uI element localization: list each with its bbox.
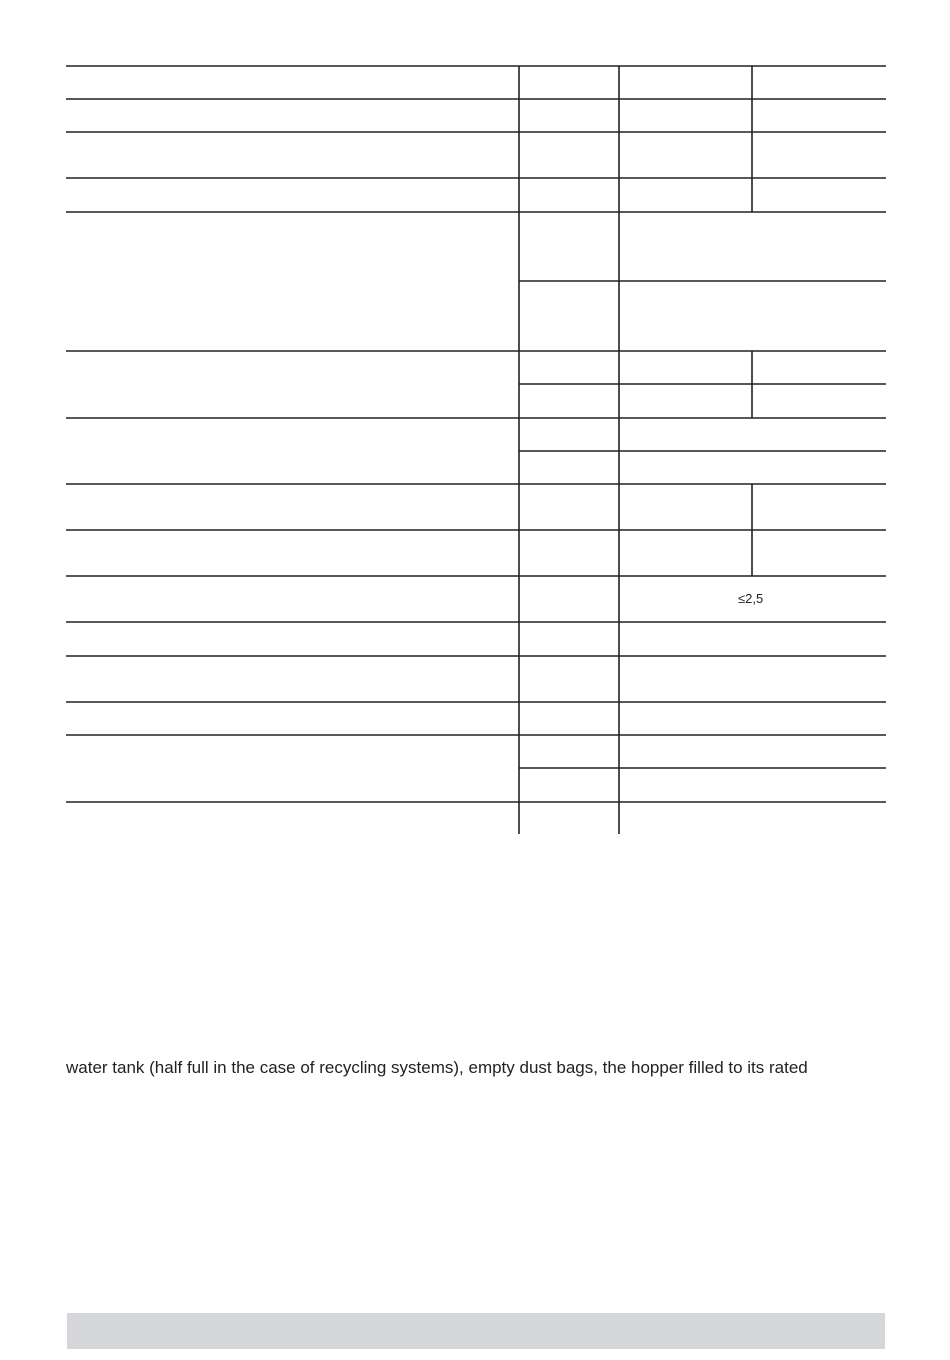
table-cell-value: ≤2,5 [738, 591, 764, 606]
body-paragraph-line: water tank (half full in the case of recycling systems), empty dust bags, the hopper filled to its rated [66, 1058, 808, 1077]
footer-band [67, 1313, 885, 1349]
